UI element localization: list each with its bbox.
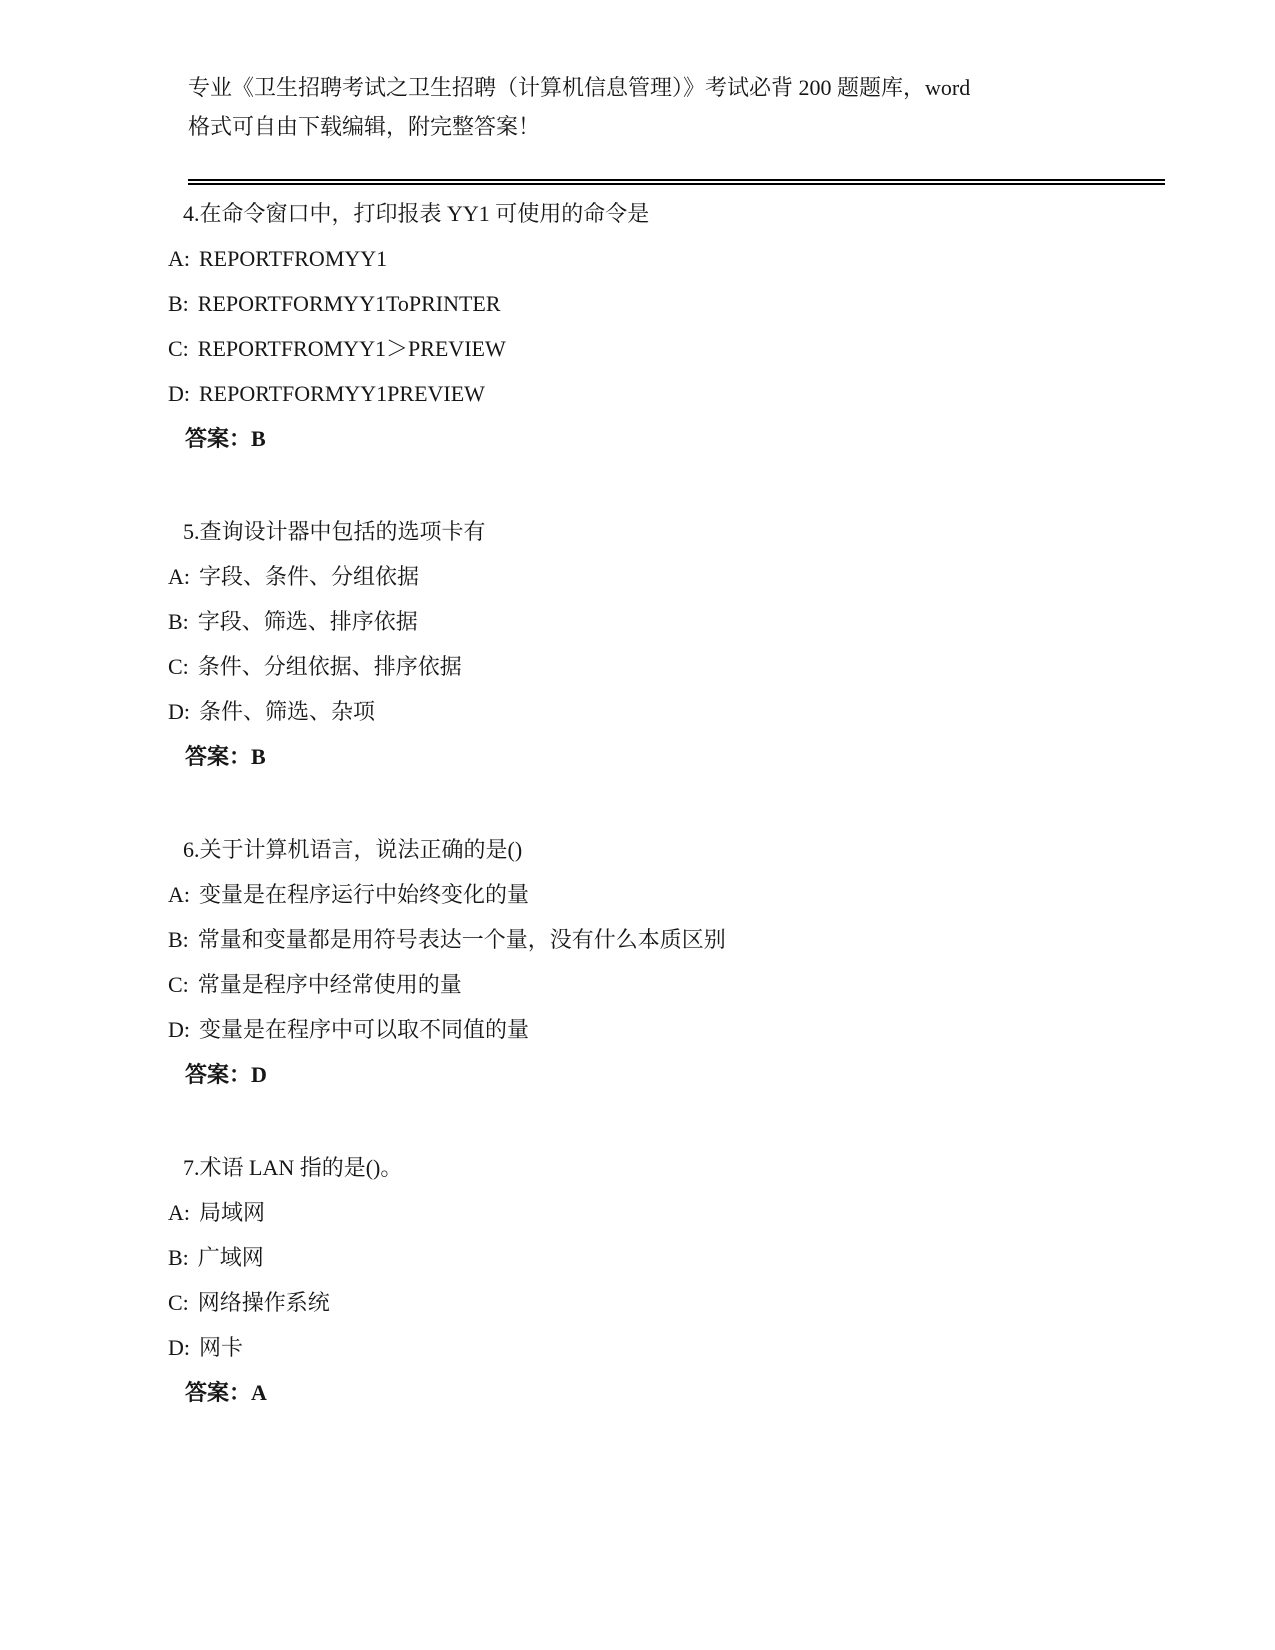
- answer-row: [168, 734, 1148, 779]
- question-title: 4.在命令窗口中，打印报表 YY1 可使用的命令是: [183, 201, 650, 226]
- option-text: 网络操作系统: [197, 1290, 330, 1315]
- option-label: B:: [168, 609, 189, 634]
- option-text: REPORTFROMYY1＞PREVIEW: [197, 336, 506, 361]
- option-d: [168, 689, 1148, 734]
- document-header: [168, 68, 1088, 146]
- option-label: D:: [168, 381, 190, 406]
- option-label: C:: [168, 1290, 189, 1315]
- option-label: C:: [168, 336, 189, 361]
- answer-value: B: [251, 744, 266, 769]
- answer-label: 答案：: [185, 1062, 252, 1087]
- option-text: 条件、分组依据、排序依据: [197, 654, 462, 679]
- answer-value: B: [251, 426, 266, 451]
- question-6: [168, 827, 1148, 1097]
- option-label: A:: [168, 564, 190, 589]
- option-b: [168, 1235, 1148, 1280]
- question-title: 7.术语 LAN 指的是()。: [183, 1155, 403, 1180]
- option-text: 字段、条件、分组依据: [199, 564, 420, 589]
- header-line-1: 专业《卫生招聘考试之卫生招聘（计算机信息管理）》考试必背 200 题题库，word: [188, 75, 971, 100]
- option-a: [168, 1190, 1148, 1235]
- header-double-rule: [188, 179, 1165, 185]
- option-text: 常量是程序中经常使用的量: [197, 972, 462, 997]
- option-label: B:: [168, 927, 189, 952]
- answer-label: 答案：: [185, 1380, 252, 1405]
- page-content: [168, 68, 1148, 1463]
- option-d: [168, 1007, 1148, 1052]
- option-d: [168, 1325, 1148, 1370]
- answer-row: [168, 1370, 1148, 1415]
- question-7: [168, 1145, 1148, 1415]
- answer-label: 答案：: [185, 426, 252, 451]
- question-5: [168, 509, 1148, 779]
- option-d: [168, 371, 1148, 416]
- question-list: [168, 191, 1148, 1415]
- option-label: A:: [168, 246, 190, 271]
- option-text: 网卡: [199, 1335, 244, 1360]
- option-a: [168, 554, 1148, 599]
- question-title: 6.关于计算机语言，说法正确的是(): [183, 837, 523, 862]
- question-4: [168, 191, 1148, 461]
- answer-row: [168, 416, 1148, 461]
- option-text: REPORTFORMYY1ToPRINTER: [197, 291, 501, 316]
- option-label: B:: [168, 1245, 189, 1270]
- option-label: C:: [168, 654, 189, 679]
- answer-value: D: [251, 1062, 267, 1087]
- option-text: 广域网: [197, 1245, 264, 1270]
- option-c: [168, 644, 1148, 689]
- option-c: [168, 326, 1148, 371]
- option-label: D:: [168, 1335, 190, 1360]
- option-label: D:: [168, 1017, 190, 1042]
- answer-value: A: [251, 1380, 267, 1405]
- answer-row: [168, 1052, 1148, 1097]
- option-a: [168, 236, 1148, 281]
- option-text: 局域网: [199, 1200, 266, 1225]
- option-text: 变量是在程序中可以取不同值的量: [199, 1017, 530, 1042]
- question-title: 5.查询设计器中包括的选项卡有: [183, 519, 486, 544]
- option-text: 常量和变量都是用符号表达一个量，没有什么本质区别: [197, 927, 726, 952]
- option-label: A:: [168, 882, 190, 907]
- answer-label: 答案：: [185, 744, 252, 769]
- option-text: 条件、筛选、杂项: [199, 699, 376, 724]
- option-c: [168, 962, 1148, 1007]
- option-text: 字段、筛选、排序依据: [197, 609, 418, 634]
- option-c: [168, 1280, 1148, 1325]
- option-b: [168, 281, 1148, 326]
- option-label: D:: [168, 699, 190, 724]
- header-line-2: 格式可自由下载编辑，附完整答案！: [188, 114, 541, 139]
- option-label: B:: [168, 291, 189, 316]
- option-text: REPORTFROMYY1: [199, 246, 388, 271]
- option-b: [168, 917, 1148, 962]
- option-label: C:: [168, 972, 189, 997]
- option-a: [168, 872, 1148, 917]
- option-text: 变量是在程序运行中始终变化的量: [199, 882, 530, 907]
- option-b: [168, 599, 1148, 644]
- option-text: REPORTFORMYY1PREVIEW: [199, 381, 485, 406]
- option-label: A:: [168, 1200, 190, 1225]
